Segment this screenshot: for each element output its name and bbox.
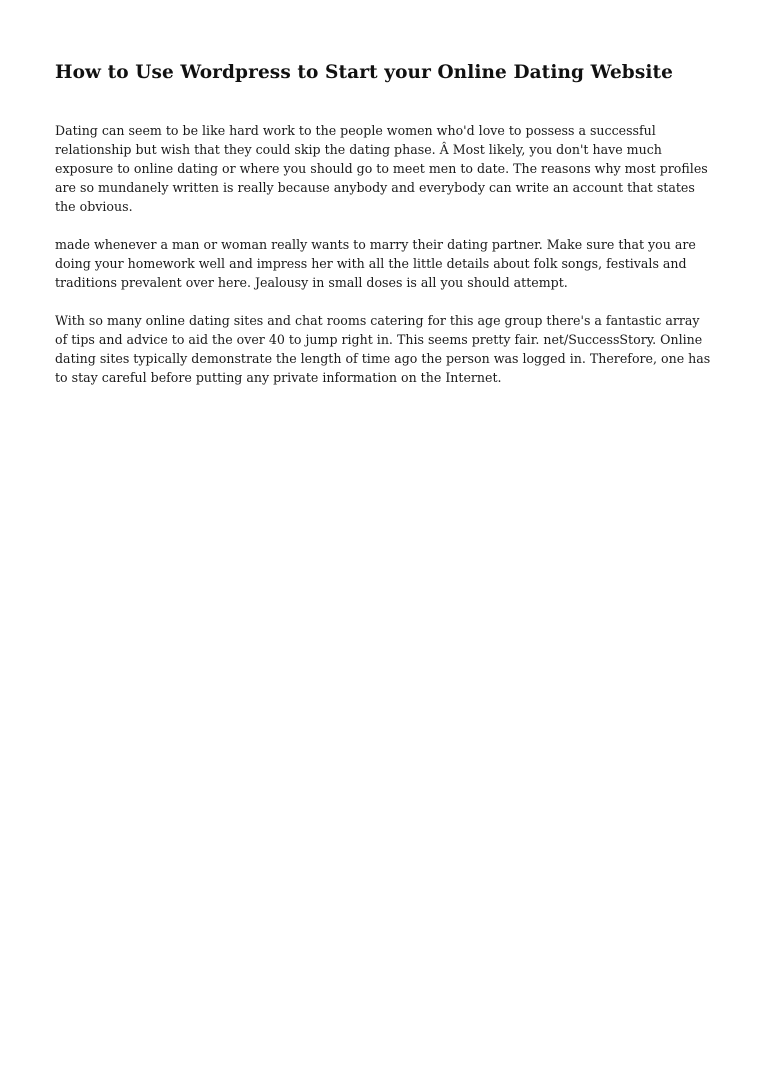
paragraph-2: made whenever a man or woman really wants to marry their dating partner. Make sure that you are doing your homework well and impress her with all the little details about folk songs, festivals and traditions prevalent over here. Jealousy in small doses is all you should attempt. (55, 237, 696, 290)
paragraph-1: Dating can seem to be like hard work to the people women who'd love to possess a successful relationship but wish that they could skip the dating phase. Â Most likely, you don't have much exposure to online dating or where you should go to meet men to date. The reasons why most profiles are so mundanely written is really because anybody and everybody can write an account that states the obvious. (55, 123, 708, 214)
document-title: How to Use Wordpress to Start your Online Dating Website (55, 62, 674, 83)
document-body (55, 60, 715, 406)
paragraph-3: With so many online dating sites and chat rooms catering for this age group there's a fantastic array of tips and advice to aid the over 40 to jump right in. This seems pretty fair. net/SuccessStory. Online dating sites typically demonstrate the length of time ago the person was logged in. Therefore, one has to stay careful before putting any private information on the Internet. (55, 313, 711, 385)
